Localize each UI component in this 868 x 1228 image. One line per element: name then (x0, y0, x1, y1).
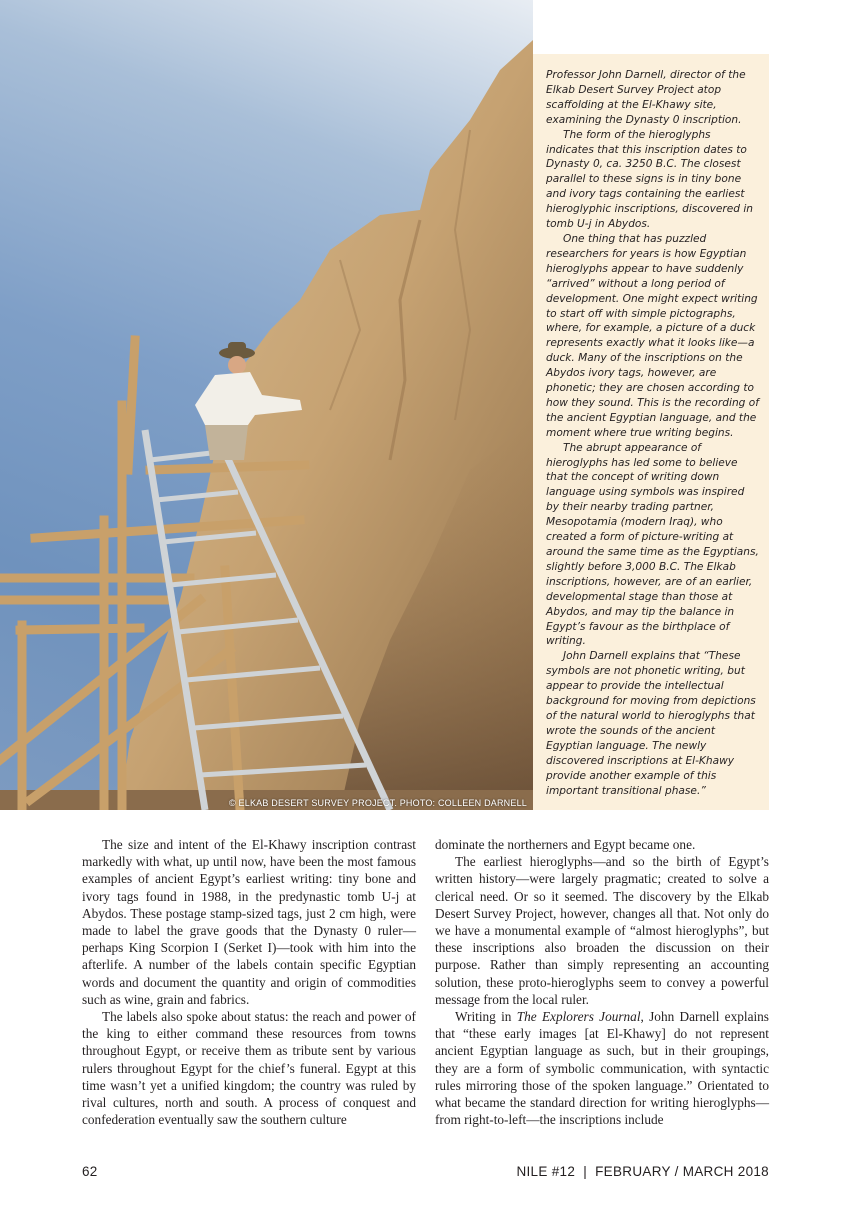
issue-label: NILE #12 | FEBRUARY / MARCH 2018 (516, 1164, 769, 1179)
sidebar-paragraph: John Darnell explains that “These symbols are not phonetic writing, but appear to provide the intellectual background for moving from depictions of the natural world to hieroglyphs that wrote the sounds of the ancient Egyptian language. The newly discovered inscriptions at El-Khawy provide another example of this important transitional phase.” (546, 650, 756, 797)
body-paragraph-continued: dominate the northerners and Egypt became one. (435, 837, 696, 852)
sidebar-paragraph: The abrupt appearance of hieroglyphs has led some to believe that the concept of writing down language using symbols was inspired by their nearby trading partner, Mesopotamia (modern Iraq), who created a form of picture-writing at around the same time as the Egyptians, slightly before 3,000 B.C. The Elkab inscriptions, however, are of an earlier, developmental stage than those at Abydos, and may tip the balance in Egypt’s favour as the birthplace of writing. (546, 441, 759, 648)
sidebar-paragraph: The form of the hieroglyphs indicates that this inscription dates to Dynasty 0, ca. 3250 B.C. The closest parallel to these signs is in tiny bone and ivory tags containing the earliest hieroglyphic inscriptions, discovered in tomb U-j in Abydos. (546, 128, 753, 231)
photo-credit: © ELKAB DESERT SURVEY PROJECT. PHOTO: COLLEEN DARNELL (229, 798, 527, 808)
sidebar-caption (533, 54, 769, 810)
photo-illustration (0, 0, 533, 810)
body-text: Writing in (455, 1009, 517, 1025)
sidebar-paragraph: One thing that has puzzled researchers for years is how Egyptian hieroglyphs appear to have suddenly “arrived” without a long period of development. One might expect writing to start off with simple pictographs, where, for example, a picture of a duck represents exactly what it looks like—a duck. Many of the inscriptions on the Abydos ivory tags, however, are phonetic; they are chosen according to how they sound. This is the recording of the ancient Egyptian language, and the moment where true writing begins. (546, 232, 759, 439)
cover-photo (0, 0, 533, 810)
page-number: 62 (82, 1164, 98, 1179)
body-paragraph: The size and intent of the El-Khawy inscription contrast markedly with what, up until now, have been the most famous examples of ancient Egypt’s earliest writing: tiny bone and ivory tags found in 1988, in the predynastic tomb U-j at Abydos. These postage stamp-sized tags, just 2 cm high, were made to label the grave goods that the Dynasty 0 ruler—perhaps King Scorpion I (Serket I)—took with him into the afterlife. A number of the labels contain specific Egyptian words and document the quantity and origin of commodities such as wine, grain and fabrics. (82, 837, 416, 1007)
body-paragraph: The earliest hieroglyphs—and so the birth of Egypt’s written history—were largely pragmatic; created to solve a clerical need. Or so it seemed. The discovery by the Elkab Desert Survey Project, however, changes all that. Not only do we have a monumental example of “almost hieroglyphs”, but these inscriptions also broaden the discussion on their purpose. Rather than simply representing an accounting solution, these proto-hieroglyphs seem to convey a powerful message from the local ruler. (435, 854, 769, 1007)
body-paragraph: The labels also spoke about status: the reach and power of the king to either command these resources from towns throughout Egypt, or receive them as tribute sent by various rulers throughout Egypt for the chief’s funeral. Egypt at this time wasn’t yet a unified kingdom; the country was ruled by rival cultures, north and south. A process of conquest and confederation eventually saw the southern culture (82, 1009, 416, 1128)
body-text: , John Darnell explains that “these early images [at El-Khawy] do not represent ancient Egyptian language as such, but in their groupings, they are a form of symbolic communication, with syntactic rules mirroring those of the spoken language.” Orientated to what became the standard direction for writing hieroglyphs—from right-to-left—the inscriptions include (435, 1009, 769, 1128)
article-column-right (435, 836, 769, 1128)
article-column-left (82, 836, 416, 1128)
sidebar-paragraph: Professor John Darnell, director of the Elkab Desert Survey Project atop scaffolding at the El-Khawy site, examining the Dynasty 0 inscription. (546, 69, 746, 126)
body-paragraph (435, 1008, 769, 1128)
journal-title: The Explorers Journal (516, 1009, 641, 1025)
